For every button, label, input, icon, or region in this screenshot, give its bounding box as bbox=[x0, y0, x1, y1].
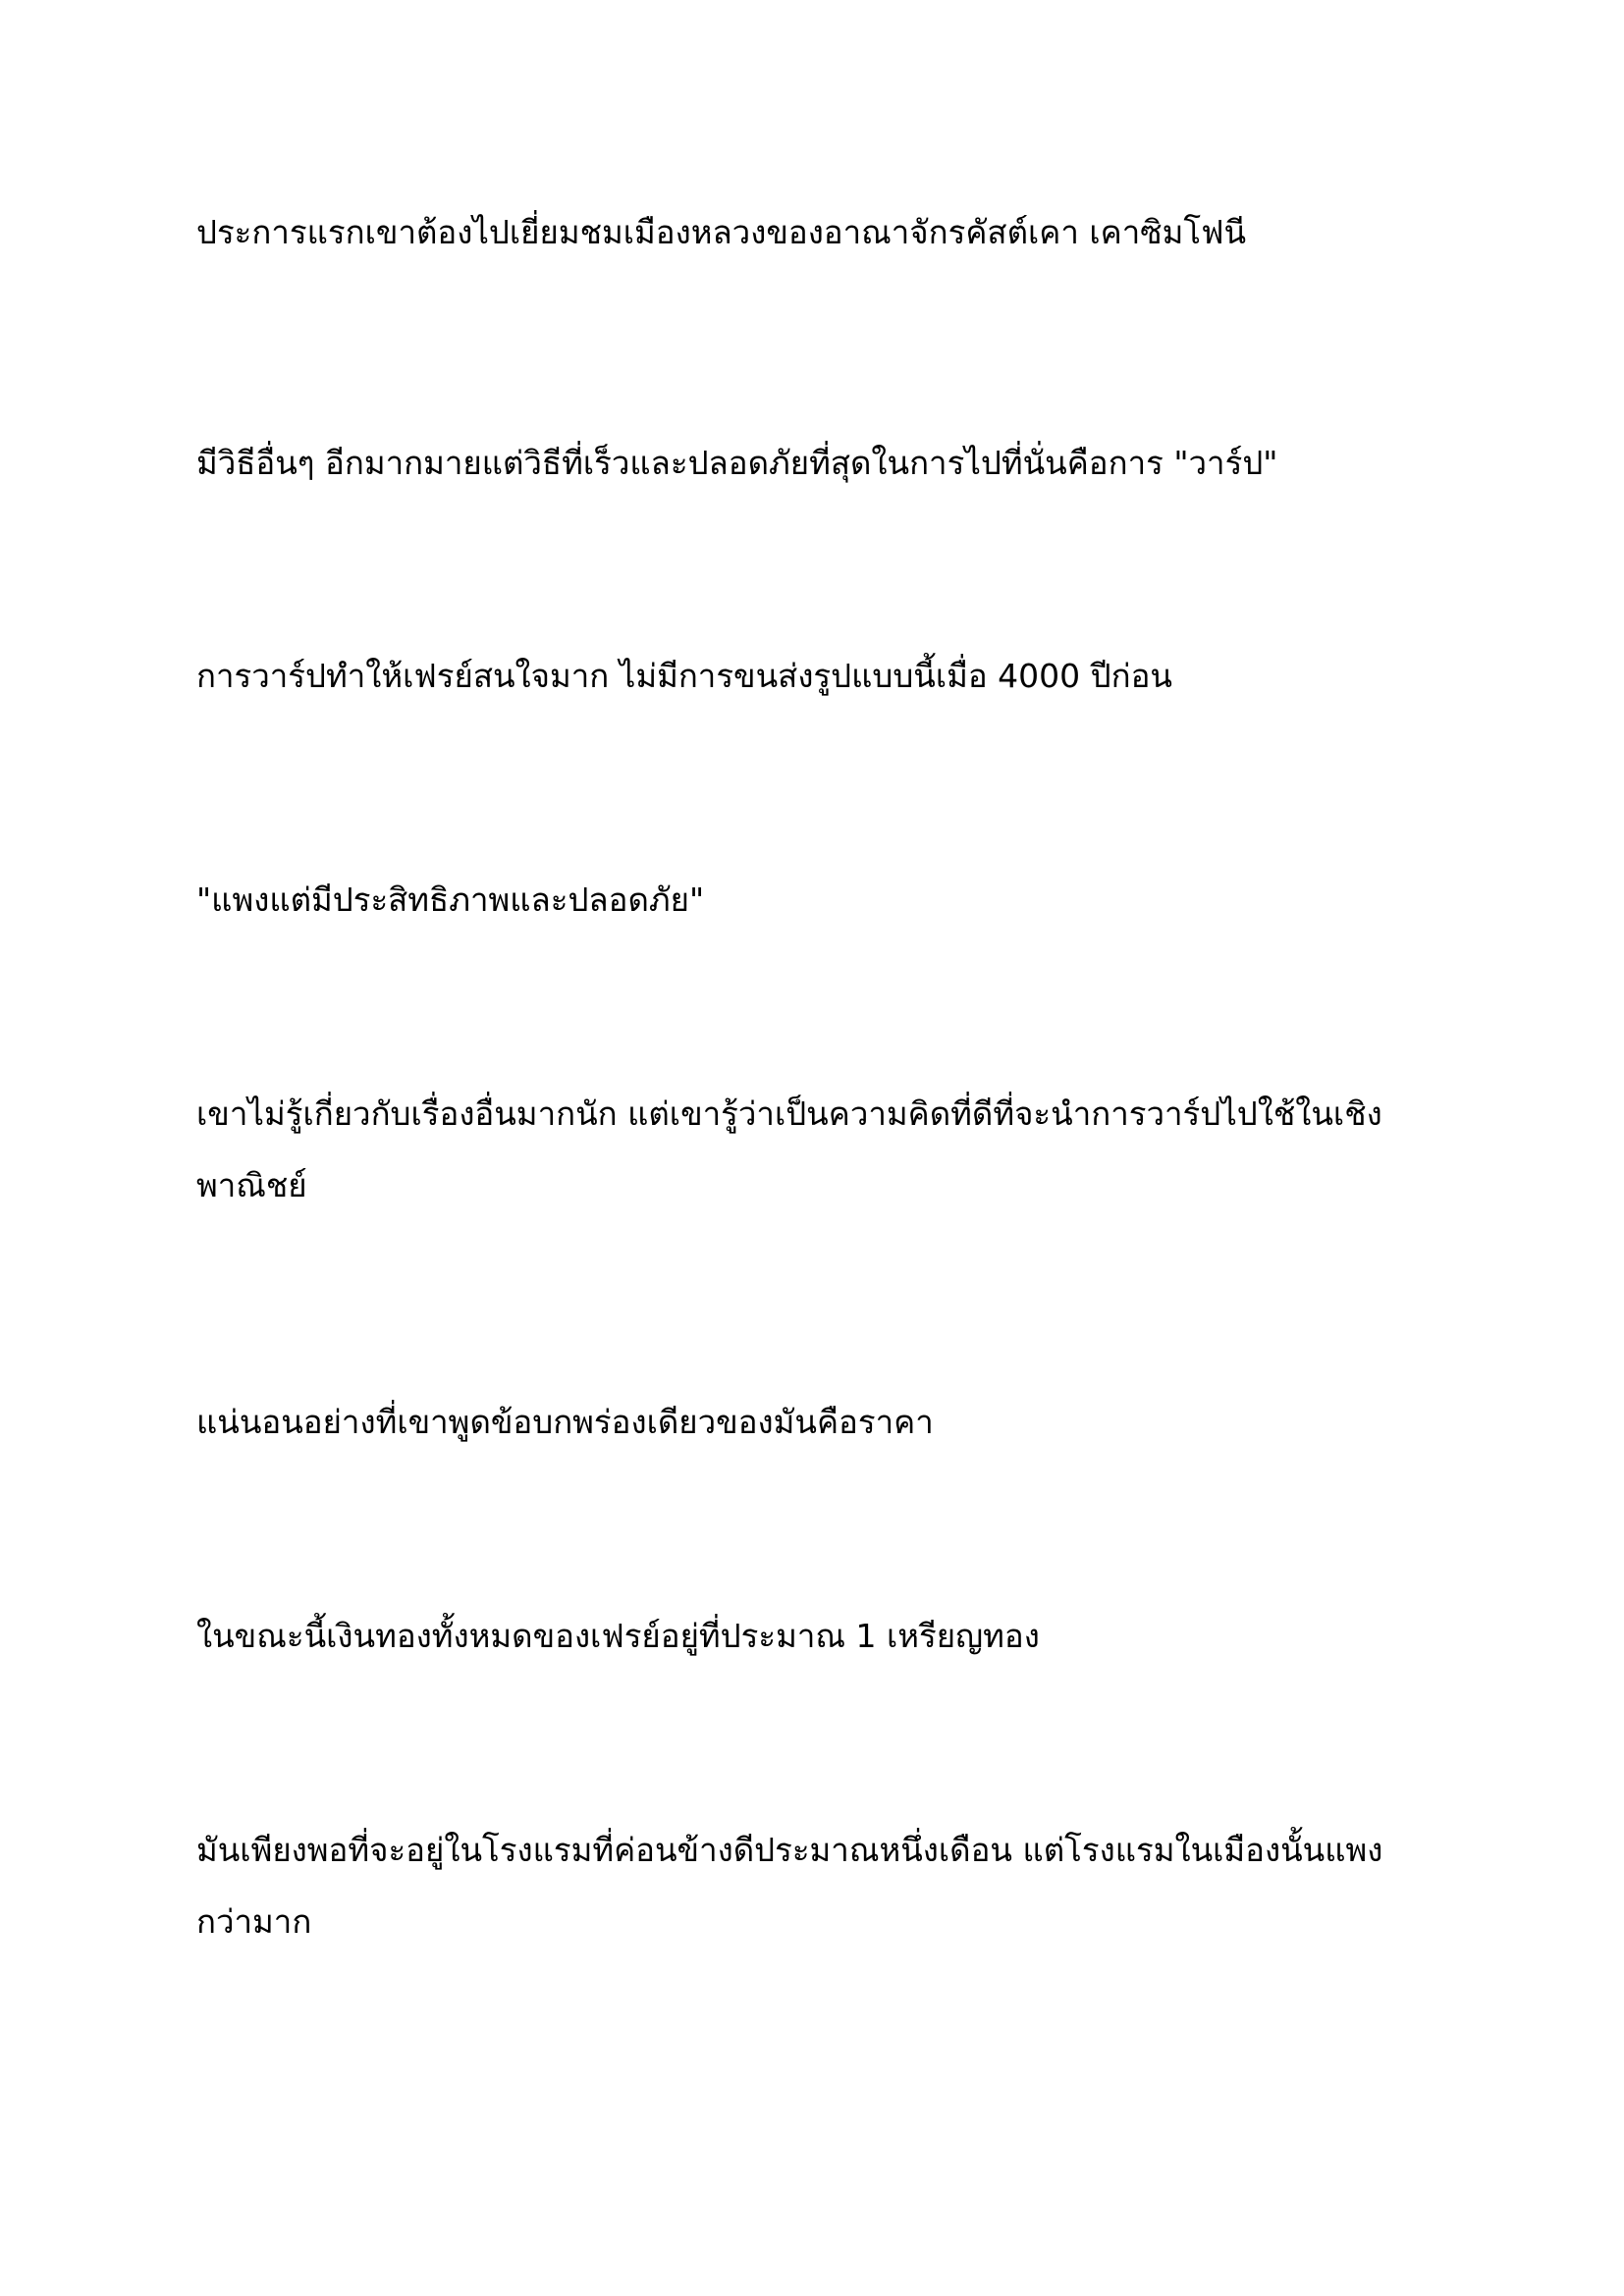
paragraph-8: มันเพียงพอที่จะอยู่ในโรงแรมที่ค่อนข้างดีประมาณหนึ่งเดือน แต่โรงแรมในเมืองนั้นแพงกว่ามาก bbox=[196, 1831, 1383, 1941]
paragraph-6: แน่นอนอย่างที่เขาพูดข้อบกพร่องเดียวของมันคือราคา bbox=[196, 1403, 934, 1441]
paragraph-2: มีวิธีอื่นๆ อีกมากมายแต่วิธีที่เร็วและปลอดภัยที่สุดในการไปที่นั่นคือการ "วาร์ป" bbox=[196, 444, 1278, 482]
paragraph-4: "แพงแต่มีประสิทธิภาพและปลอดภัย" bbox=[196, 881, 705, 919]
paragraph-5: เขาไม่รู้เกี่ยวกับเรื่องอื่นมากนัก แต่เขารู้ว่าเป็นความคิดที่ดีที่จะนำการวาร์ปไปใช้ในเชิงพาณิชย์ bbox=[196, 1095, 1382, 1204]
paragraph-7: ในขณะนี้เงินทองทั้งหมดของเฟรย์อยู่ที่ประมาณ 1 เหรียญทอง bbox=[196, 1617, 1040, 1655]
paragraph-3: การวาร์ปทำให้เฟรย์สนใจมาก ไม่มีการขนส่งรูปแบบนี้เมื่อ 4000 ปีก่อน bbox=[196, 657, 1172, 695]
paragraph-1: ประการแรกเขาต้องไปเยี่ยมชมเมืองหลวงของอาณาจักรคัสต์เคา เคาซิมโฟนี bbox=[196, 213, 1247, 251]
